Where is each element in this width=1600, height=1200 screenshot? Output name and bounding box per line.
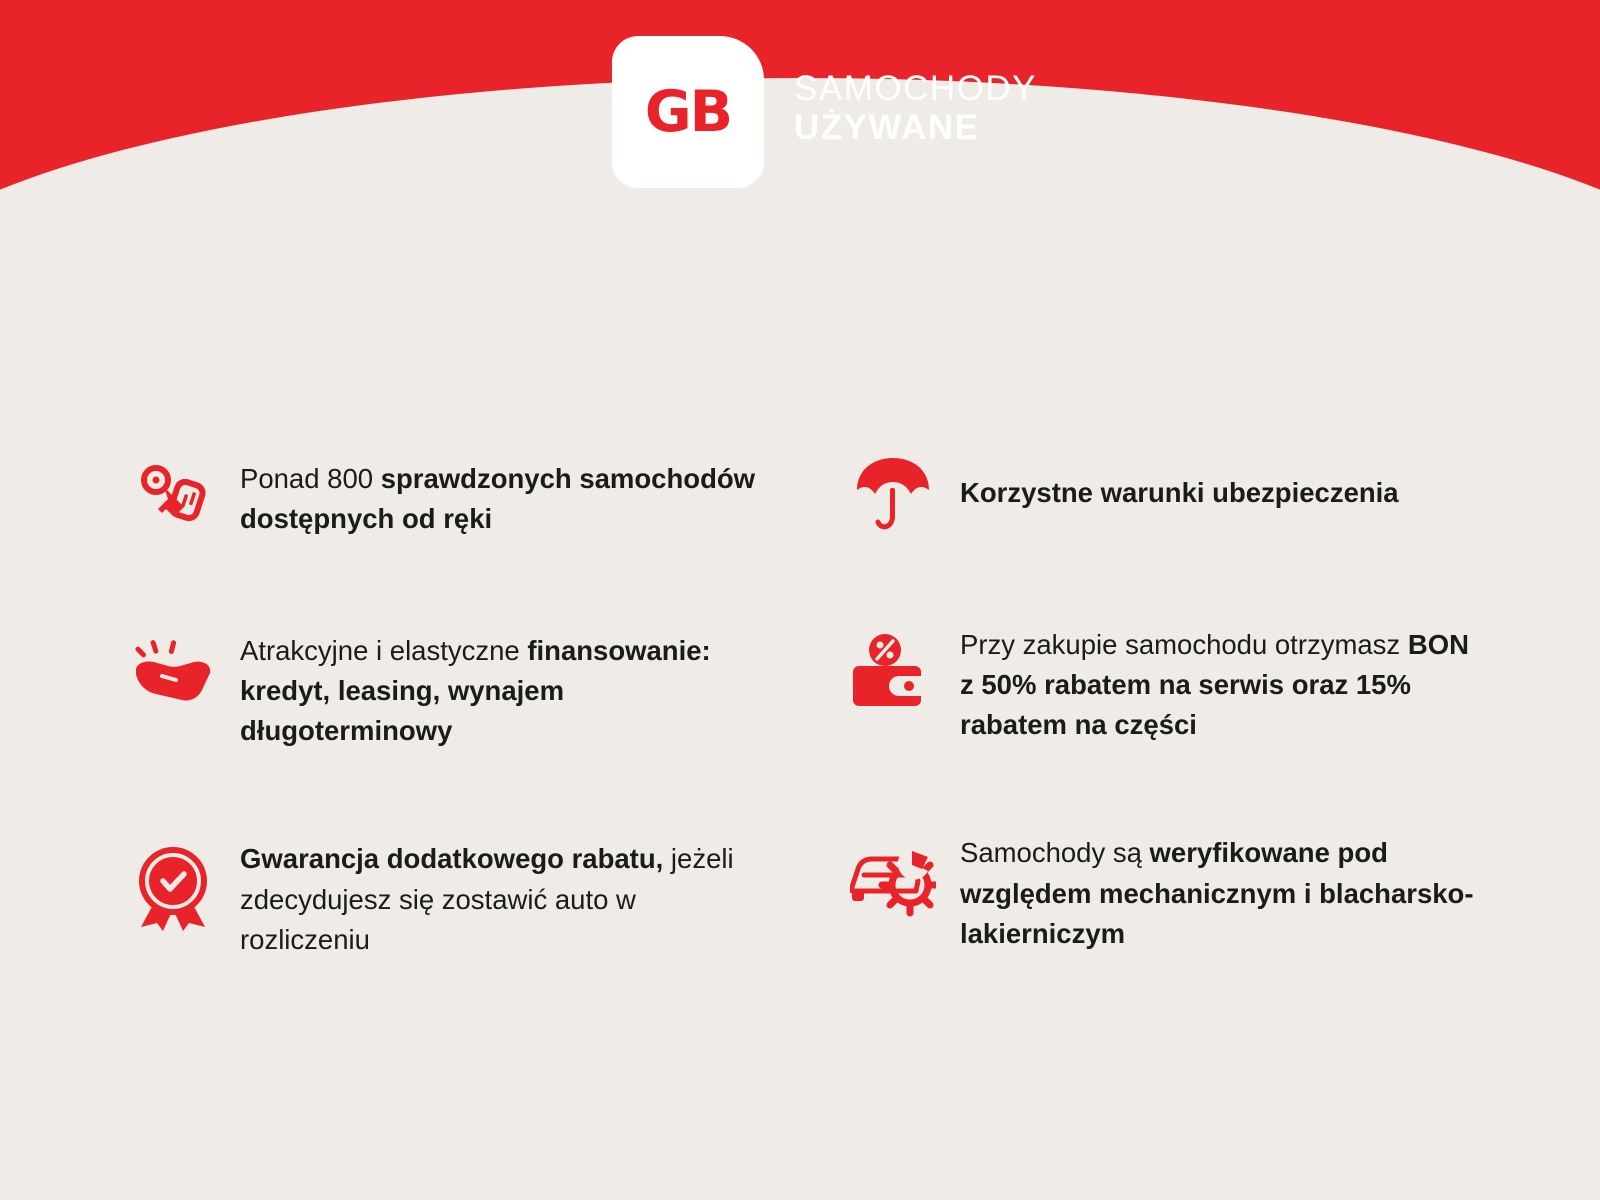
features-column-right <box>800 455 1600 1044</box>
page-header <box>0 0 1600 250</box>
brand-logo[interactable] <box>612 36 1037 188</box>
feature-item <box>130 455 800 543</box>
logo-wordmark-line2: UŻYWANE <box>794 108 980 147</box>
features-column-left <box>0 455 800 1044</box>
feature-text-part: Przy zakupie samochodu otrzymasz <box>960 629 1408 660</box>
award-badge-icon <box>130 845 216 931</box>
feature-text-part-bold: BON z 50% rabatem na serwis oraz 15% rabatem na części <box>960 629 1469 741</box>
feature-text <box>240 835 760 959</box>
feature-text-part-bold: Gwarancja dodatkowego rabatu, <box>240 843 664 875</box>
feature-text-part-bold: Korzystne warunki ubezpieczenia <box>960 477 1399 508</box>
feature-item <box>130 627 800 751</box>
car-service-icon <box>850 837 936 923</box>
logo-wordmark <box>794 69 1037 155</box>
handshake-icon <box>130 633 216 719</box>
feature-text <box>240 627 760 751</box>
wallet-discount-icon <box>850 629 936 715</box>
feature-text-part: Atrakcyjne i elastyczne <box>240 635 528 666</box>
feature-item <box>130 835 800 959</box>
feature-text-part: jeżeli zdecydujesz się zostawić auto w rozliczeniu <box>240 843 734 955</box>
feature-text <box>960 455 1399 513</box>
feature-text-part-bold: finansowanie: kredyt, leasing, wynajem długoterminowy <box>240 635 711 747</box>
feature-text <box>960 621 1480 745</box>
features-section <box>0 455 1600 1044</box>
logo-tile <box>612 36 764 188</box>
feature-text-part: Samochody są <box>960 837 1150 869</box>
car-keys-icon <box>130 457 216 543</box>
feature-text <box>240 455 760 539</box>
feature-item <box>850 455 1600 537</box>
feature-item <box>850 829 1600 953</box>
feature-item <box>850 621 1600 745</box>
logo-monogram: GB <box>644 79 732 145</box>
feature-text-part-bold: sprawdzonych samochodów dostępnych od ręki <box>240 463 756 535</box>
umbrella-icon <box>850 451 936 537</box>
logo-wordmark-line1: SAMOCHODY <box>794 68 1037 108</box>
feature-text <box>960 829 1480 953</box>
feature-text-part-bold: weryfikowane pod względem mechanicznym i blacharsko-lakierniczym <box>960 837 1474 949</box>
feature-text-part: Ponad 800 <box>240 463 381 494</box>
